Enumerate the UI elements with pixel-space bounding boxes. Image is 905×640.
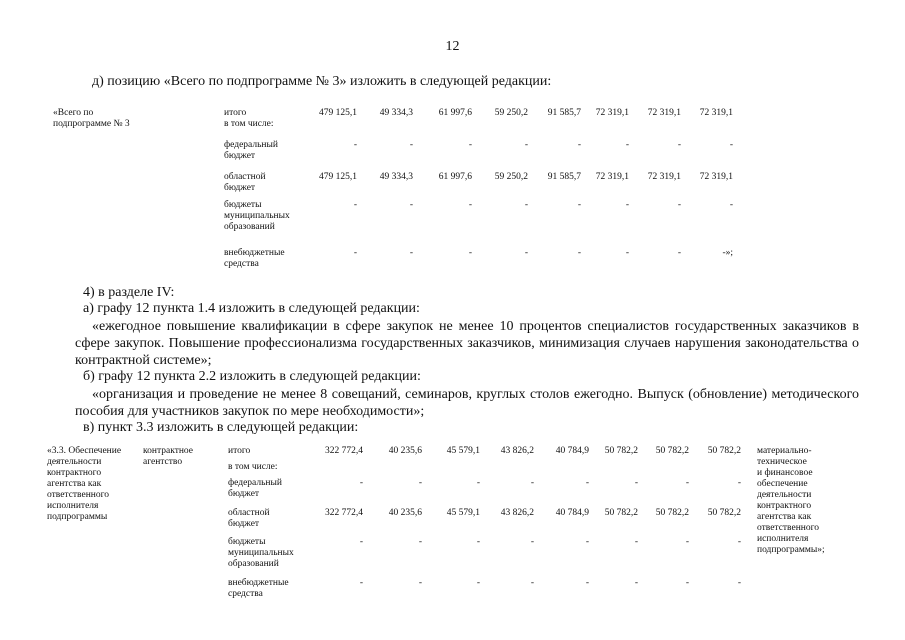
table-cell-value: - bbox=[468, 140, 472, 150]
table-cell-value: 49 334,3 bbox=[379, 172, 413, 182]
table-cell-value: - bbox=[577, 248, 581, 258]
table-cell-value: - bbox=[685, 537, 689, 547]
table-cell-value: - bbox=[468, 248, 472, 258]
table-cell-value: - bbox=[409, 200, 413, 210]
budget-source-name bbox=[228, 478, 282, 500]
budget-source-name-line: итого bbox=[224, 108, 247, 118]
table-cell-value: 40 784,9 bbox=[555, 508, 589, 518]
budget-source-name bbox=[228, 537, 294, 570]
budget-source-name bbox=[224, 172, 266, 194]
row-label-line: агентства как bbox=[47, 479, 102, 489]
table-cell-value: - bbox=[359, 478, 363, 488]
expected-result-line: материально- bbox=[757, 446, 812, 456]
table-cell-value: - bbox=[418, 478, 422, 488]
table-cell-value: 59 250,2 bbox=[494, 172, 528, 182]
table-cell-value: - bbox=[585, 578, 589, 588]
table-cell-value: - bbox=[476, 578, 480, 588]
table-cell-value: - bbox=[359, 537, 363, 547]
budget-source-name-line: бюджет bbox=[228, 519, 260, 529]
table-cell-value: - bbox=[353, 140, 357, 150]
expected-result-line: агентства как bbox=[757, 512, 812, 522]
budget-source-name bbox=[228, 462, 278, 473]
budget-source-name-line: в том числе: bbox=[228, 462, 278, 472]
budget-source-name-line: внебюджетные bbox=[224, 248, 285, 258]
table-cell-value: 322 772,4 bbox=[325, 446, 363, 456]
table-cell-value: - bbox=[625, 248, 629, 258]
table-cell-value: - bbox=[737, 537, 741, 547]
table-cell-value: - bbox=[729, 200, 733, 210]
table-cell-value: 43 826,2 bbox=[500, 508, 534, 518]
table-cell-value: - bbox=[418, 537, 422, 547]
item-4-text: 4) в разделе IV: bbox=[83, 285, 175, 300]
intro-d-text: д) позицию «Всего по подпрограмме № 3» изложить в следующей редакции: bbox=[92, 74, 552, 89]
table-cell-value: - bbox=[585, 478, 589, 488]
budget-source-name-line: областной bbox=[224, 172, 266, 182]
budget-source-name bbox=[228, 446, 250, 457]
row-label-line: подпрограммы bbox=[47, 512, 108, 522]
budget-source-name-line: бюджет bbox=[224, 151, 256, 161]
table-cell-value: 72 319,1 bbox=[699, 172, 733, 182]
table-cell-value: - bbox=[353, 200, 357, 210]
table-cell-value: - bbox=[476, 478, 480, 488]
expected-result-line: деятельности bbox=[757, 490, 812, 500]
table-cell-value: 61 997,6 bbox=[438, 172, 472, 182]
row-label-line: исполнителя bbox=[47, 501, 99, 511]
budget-source-name-line: федеральный bbox=[228, 478, 282, 488]
table-cell-value: 72 319,1 bbox=[595, 172, 629, 182]
budget-source-name bbox=[228, 578, 289, 600]
table-cell-value: 45 579,1 bbox=[446, 446, 480, 456]
item-a-text: а) графу 12 пункта 1.4 изложить в следующей редакции: bbox=[83, 301, 420, 316]
budget-source-name-line: средства bbox=[224, 259, 259, 269]
expected-result-line: исполнителя bbox=[757, 534, 809, 544]
expected-result-line: и финансовое bbox=[757, 468, 813, 478]
budget-source-name-line: федеральный bbox=[224, 140, 278, 150]
row-label-line: «Всего по bbox=[53, 108, 94, 118]
table-cell-value: - bbox=[677, 140, 681, 150]
table-cell-value: 479 125,1 bbox=[319, 108, 357, 118]
executor-name-line: агентство bbox=[143, 457, 183, 467]
quote-b-paragraph: «организация и проведение не менее 8 совещаний, семинаров, круглых столов ежегодно. Выпуск (обновление) методического пособия для участников закупок по мере необходимости»; bbox=[75, 387, 859, 419]
budget-source-name bbox=[224, 108, 274, 130]
table-cell-value: - bbox=[677, 248, 681, 258]
table-cell-value: - bbox=[577, 200, 581, 210]
budget-source-name-line: бюджет bbox=[224, 183, 256, 193]
table-cell-value: 40 784,9 bbox=[555, 446, 589, 456]
table-cell-value: 50 782,2 bbox=[655, 446, 689, 456]
table-cell-value: - bbox=[524, 140, 528, 150]
table-cell-value: 72 319,1 bbox=[647, 172, 681, 182]
row-label-line: деятельности bbox=[47, 457, 102, 467]
row-label-line: «3.3. Обеспечение bbox=[47, 446, 122, 456]
budget-source-name-line: муниципальных bbox=[224, 211, 290, 221]
table-cell-value: - bbox=[625, 140, 629, 150]
table-cell-value: 40 235,6 bbox=[388, 446, 422, 456]
table-cell-value: - bbox=[625, 200, 629, 210]
table-cell-value: 50 782,2 bbox=[707, 508, 741, 518]
table-cell-value: - bbox=[685, 578, 689, 588]
table-cell-value: - bbox=[634, 578, 638, 588]
table-cell-value: 59 250,2 bbox=[494, 108, 528, 118]
table-cell-value: 49 334,3 bbox=[379, 108, 413, 118]
table-cell-value: - bbox=[524, 200, 528, 210]
table-cell-value: - bbox=[353, 248, 357, 258]
table-cell-value: - bbox=[585, 537, 589, 547]
expected-result-line: контрактного bbox=[757, 501, 812, 511]
budget-source-name bbox=[224, 248, 285, 270]
table-cell-value: 50 782,2 bbox=[604, 508, 638, 518]
table-cell-value: 43 826,2 bbox=[500, 446, 534, 456]
item-b-text: б) графу 12 пункта 2.2 изложить в следующей редакции: bbox=[83, 369, 421, 384]
table-cell-value: - bbox=[737, 478, 741, 488]
table-cell-value: - bbox=[359, 578, 363, 588]
table-cell-value: - bbox=[530, 478, 534, 488]
table-cell-value: 72 319,1 bbox=[647, 108, 681, 118]
table-cell-value: - bbox=[737, 578, 741, 588]
budget-source-name-line: областной bbox=[228, 508, 270, 518]
budget-source-name-line: внебюджетные bbox=[228, 578, 289, 588]
table-cell-value: 61 997,6 bbox=[438, 108, 472, 118]
table-cell-value: - bbox=[634, 537, 638, 547]
row-label bbox=[47, 446, 121, 523]
table-cell-value: - bbox=[677, 200, 681, 210]
table-cell-value: - bbox=[577, 140, 581, 150]
budget-source-name-line: средства bbox=[228, 589, 263, 599]
expected-result-line: техническое bbox=[757, 457, 807, 467]
table-cell-value: 40 235,6 bbox=[388, 508, 422, 518]
row-label bbox=[53, 108, 130, 130]
table-cell-value: 50 782,2 bbox=[604, 446, 638, 456]
table-cell-value: - bbox=[418, 578, 422, 588]
table-cell-value: 91 585,7 bbox=[547, 172, 581, 182]
executor-name-line: контрактное bbox=[143, 446, 194, 456]
table-cell-value: 322 772,4 bbox=[325, 508, 363, 518]
table-cell-value: 72 319,1 bbox=[699, 108, 733, 118]
table-cell-value: - bbox=[729, 140, 733, 150]
row-label-line: ответственного bbox=[47, 490, 110, 500]
table-cell-value: - bbox=[409, 248, 413, 258]
table-cell-value: - bbox=[476, 537, 480, 547]
table-cell-value: - bbox=[685, 478, 689, 488]
expected-result-line: обеспечение bbox=[757, 479, 808, 489]
budget-source-name-line: бюджет bbox=[228, 489, 260, 499]
table-cell-value: 72 319,1 bbox=[595, 108, 629, 118]
item-v-text: в) пункт 3.3 изложить в следующей редакции: bbox=[83, 420, 359, 435]
table-cell-value: 50 782,2 bbox=[655, 508, 689, 518]
budget-source-name-line: образований bbox=[224, 222, 275, 232]
budget-source-name-line: бюджеты bbox=[228, 537, 266, 547]
budget-source-name bbox=[224, 200, 290, 233]
expected-result-line: ответственного bbox=[757, 523, 820, 533]
executor-name bbox=[143, 446, 193, 468]
table-cell-value: 479 125,1 bbox=[319, 172, 357, 182]
table-cell-value: 91 585,7 bbox=[547, 108, 581, 118]
budget-source-name-line: в том числе: bbox=[224, 119, 274, 129]
table-cell-value: - bbox=[524, 248, 528, 258]
budget-source-name-line: бюджеты bbox=[224, 200, 262, 210]
table-cell-value: - bbox=[634, 478, 638, 488]
expected-result bbox=[757, 446, 825, 556]
budget-source-name bbox=[224, 140, 278, 162]
table-cell-value: - bbox=[530, 537, 534, 547]
quote-a-paragraph: «ежегодное повышение квалификации в сфере закупок не менее 10 процентов специалистов государственных заказчиков в сфере закупок. Повышение профессионализма государственных заказчиков, минимизация случаев нарушения законодательства о контрактной системе»; bbox=[75, 319, 859, 368]
table-cell-value: -»; bbox=[722, 248, 733, 258]
budget-source-name-line: муниципальных bbox=[228, 548, 294, 558]
budget-source-name bbox=[228, 508, 270, 530]
page-number: 12 bbox=[445, 39, 460, 54]
budget-source-name-line: итого bbox=[228, 446, 251, 456]
expected-result-line: подпрограммы»; bbox=[757, 545, 825, 555]
table-cell-value: - bbox=[409, 140, 413, 150]
row-label-line: контрактного bbox=[47, 468, 102, 478]
row-label-line: подпрограмме № 3 bbox=[53, 119, 130, 129]
table-cell-value: 45 579,1 bbox=[446, 508, 480, 518]
table-cell-value: - bbox=[530, 578, 534, 588]
table-cell-value: 50 782,2 bbox=[707, 446, 741, 456]
budget-source-name-line: образований bbox=[228, 559, 279, 569]
table-cell-value: - bbox=[468, 200, 472, 210]
